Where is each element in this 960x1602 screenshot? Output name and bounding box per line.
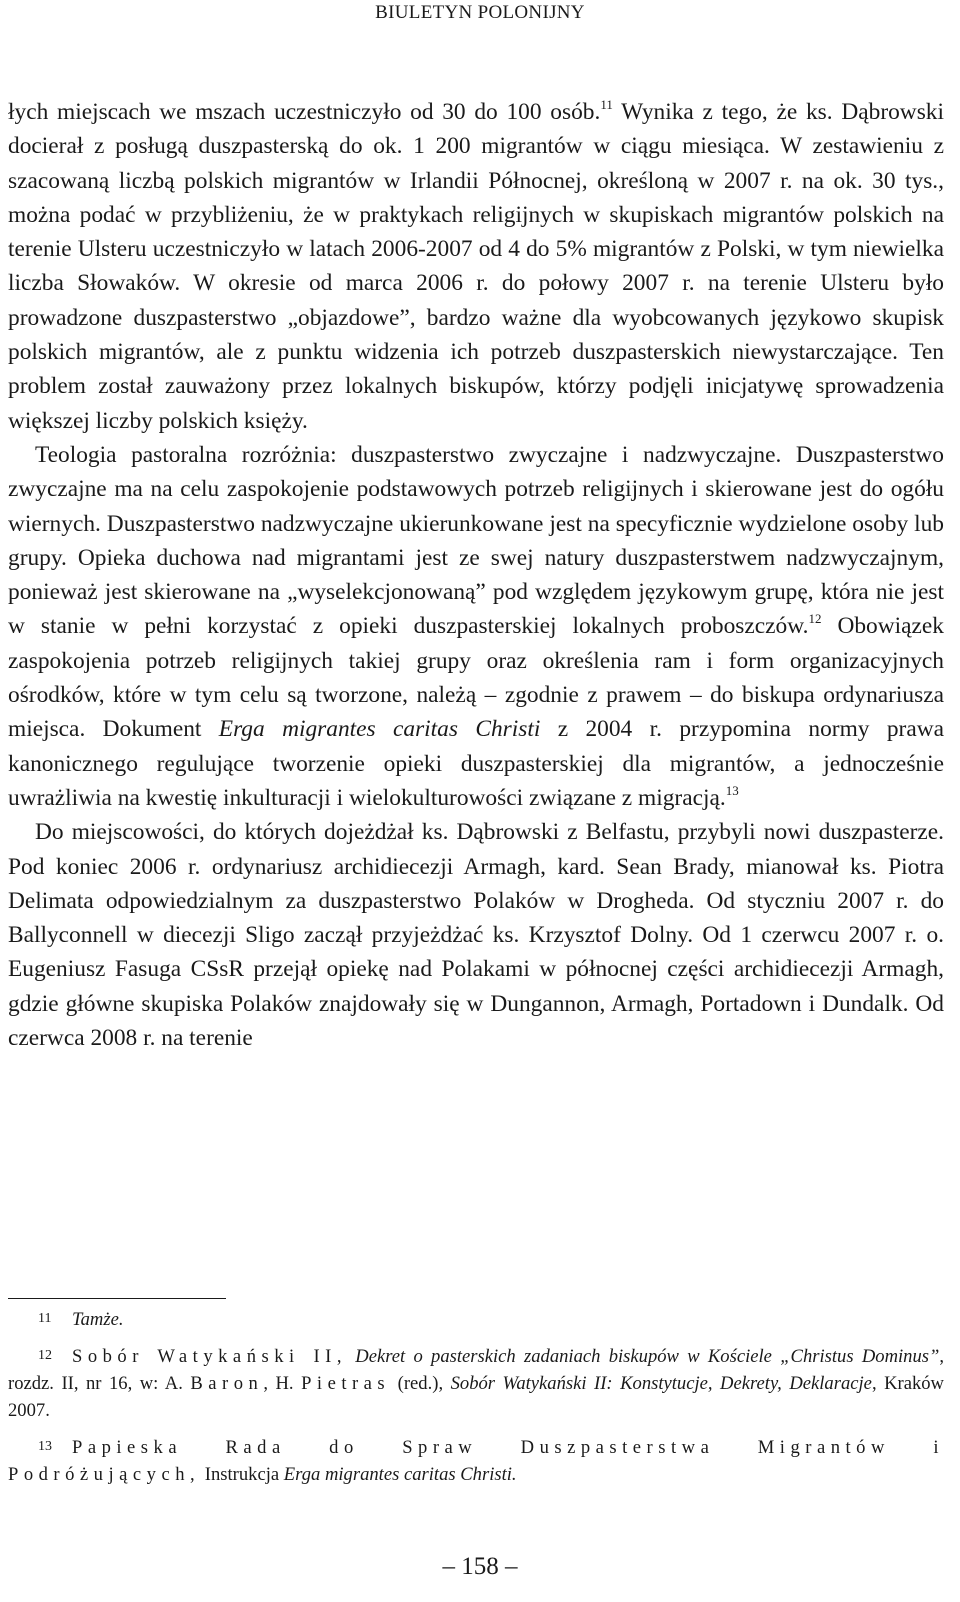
footnote-separator bbox=[8, 1298, 226, 1299]
footnote-13: 13 Papieska Rada do Spraw Duszpasterstwa Migrantów i Podróżujących, Instrukcja Erga migrantes caritas Christi. bbox=[8, 1433, 944, 1488]
main-text bbox=[8, 95, 944, 1055]
footnote-number: 13 bbox=[38, 1439, 52, 1454]
paragraph: łych miejscach we mszach uczestniczyło od 30 do 100 osób.$^{11}$ Wynika z tego, że ks. Dąbrowski docierał z posługą duszpasterską do ok. 1 200 migrantów w ciągu miesiąca. W zestawieniu z szacowaną liczbą polskich migrantów w Irlandii Północnej, określoną w 2007 r. na ok. 30 tys., można podać w przybliżeniu, że w praktykach religijnych w skupiskach migrantów polskich na terenie Ulsteru uczestniczyło w latach 2006-2007 od 4 do 5% migrantów z Polski, w tym niewielka liczba Słowaków. W okresie od marca 2006 r. do połowy 2007 r. na terenie Ulsteru było prowadzone duszpasterstwo „objazdowe”, bardzo ważne dla wyobcowanych językowo skupisk polskich migrantów, ale z punktu widzenia ich potrzeb duszpasterskich niewystarczające. Ten problem został zauważony przez lokalnych biskupów, którzy podjęli inicjatywę sprowadzenia większej liczby polskich księży. bbox=[8, 97, 944, 434]
footnotes bbox=[8, 1305, 944, 1497]
running-header: BIULETYN POLONIJNY bbox=[375, 2, 585, 23]
footnote-ref: 11 bbox=[600, 97, 613, 112]
footnote-12: 12 Sobór Watykański II, Dekret o pasterskich zadaniach biskupów w Kościele „Christus Dominus”, rozdz. II, nr 16, w: A. Baron, H. Pietras (red.), Sobór Watykański II: Konstytucje, Dekrety, Deklaracje, Kraków 2007. bbox=[8, 1342, 944, 1424]
footnote-ref: 12 bbox=[808, 611, 822, 627]
italic-title: Erga migrantes caritas Christi bbox=[218, 716, 541, 743]
footnote-ref: 13 bbox=[725, 782, 739, 798]
footnote-number: 11 bbox=[38, 1311, 52, 1326]
footnote-11: 11 Tamże. bbox=[8, 1305, 944, 1333]
paragraph: Do miejscowości, do których dojeżdżał ks. Dąbrowski z Belfastu, przybyli nowi duszpasterze. Pod koniec 2006 r. ordynariusz archidiecezji Armagh, kard. Sean Brady, mianował ks. Piotra Delimata odpowiedzialnym za duszpasterstwo Polaków w Drogheda. Od styczniu 2007 r. do Ballyconnell w diecezji Sligo zaczął przyjeżdżać ks. Krzysztof Dolny. Od 1 czerwcu 2007 r. o. Eugeniusz Fasuga CSsR przejął opiekę nad Polakami w północnej części archidiecezji Armagh, gdzie główne skupiska Polaków znajdowały się w Dungannon, Armagh, Portadown i Dundalk. Od czerwca 2008 r. na terenie bbox=[8, 819, 944, 1052]
page-number: – 158 – bbox=[442, 1553, 518, 1580]
paragraph: Teologia pastoralna rozróżnia: duszpasterstwo zwyczajne i nadzwyczajne. Duszpasterstwo zwyczajne ma na celu zaspokojenie podstawowych potrzeb religijnych i skierowane jest do ogółu wiernych. Duszpasterstwo nadzwyczajne ukierunkowane jest na specyficznie wydzielone osoby lub grupy. Opieka duchowa nad migrantami jest ze swej natury duszpasterstwem nadzwyczajnym, ponieważ jest skierowane na „wyselekcjonowaną” pod względem językowym grupę, która nie jest w stanie w pełni korzystać z opieki duszpasterskiej lokalnych proboszczów.$^{12}$ Obowiązek zaspokojenia potrzeb religijnych takiej grupy oraz określenia ram i form organizacyjnych ośrodków, które w tym celu są tworzone, należą – zgodnie z prawem – do biskupa ordynariusza miejsca. Dokument Erga migrantes caritas Christi z 2004 r. przypomina normy prawa kanonicznego regulujące tworzenie opieki duszpasterskiej dla migrantów, a jednocześnie uwrażliwia na kwestię inkulturacji i wielokulturowości związane z migracją.$^{13}$ bbox=[8, 441, 944, 811]
footnote-number: 12 bbox=[38, 1348, 52, 1363]
